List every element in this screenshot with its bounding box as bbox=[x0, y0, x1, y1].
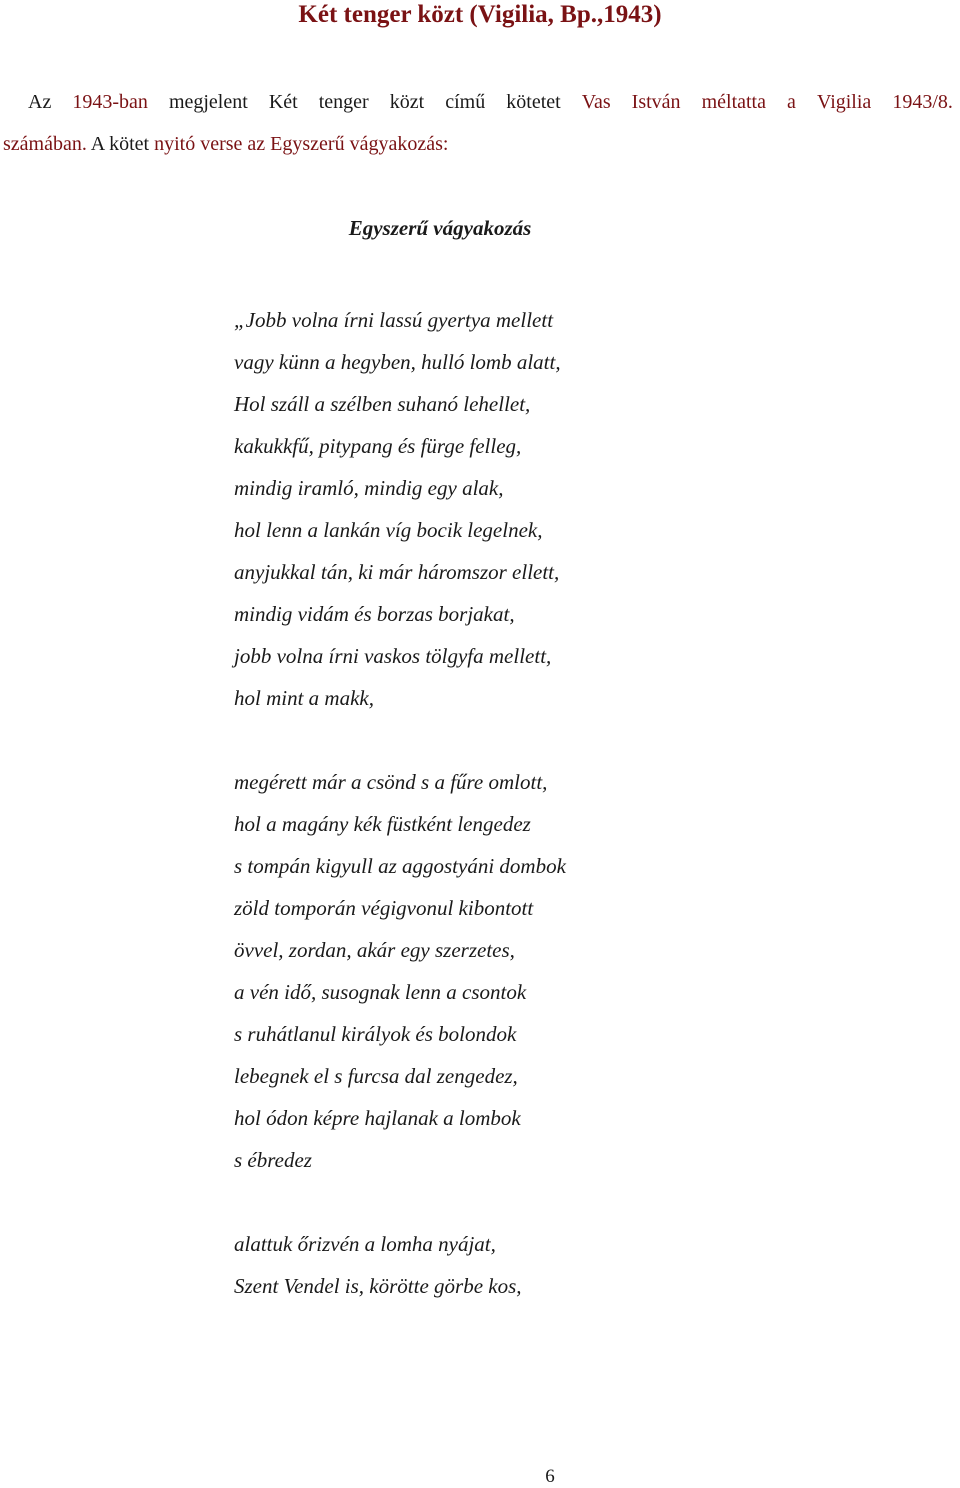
intro-word: megjelent bbox=[168, 91, 248, 113]
poem-line: mindig iramló, mindig egy alak, bbox=[234, 476, 504, 500]
poem-line: jobb volna írni vaskos tölgyfa mellett, bbox=[234, 644, 552, 668]
page-number: 6 bbox=[545, 1466, 555, 1487]
poem-line: a vén idő, susognak lenn a csontok bbox=[234, 980, 527, 1004]
poem-line: kakukkfű, pitypang és fürge felleg, bbox=[234, 434, 522, 458]
poem-body bbox=[234, 299, 566, 1307]
intro-fragment: A kötet bbox=[90, 133, 150, 155]
intro-line-2 bbox=[0, 131, 960, 157]
poem-line: alattuk őrizvén a lomha nyájat, bbox=[234, 1232, 496, 1256]
intro-word: a bbox=[787, 91, 796, 113]
poem-stanza bbox=[234, 1223, 566, 1307]
poem-line: hol a magány kék füstként lengedez bbox=[234, 812, 531, 836]
intro-word: Vas bbox=[581, 91, 611, 113]
poem-line: Hol száll a szélben suhanó lehellet, bbox=[234, 392, 531, 416]
intro-word: Két bbox=[268, 91, 298, 113]
intro-fragment: számában. bbox=[3, 133, 87, 155]
intro-word: méltatta bbox=[701, 91, 766, 113]
intro-word: kötetet bbox=[506, 91, 561, 113]
poem-line: mindig vidám és borzas borjakat, bbox=[234, 602, 515, 626]
poem-line: hol ódon képre hajlanak a lombok bbox=[234, 1106, 521, 1130]
intro-word: Vigilia bbox=[816, 91, 872, 113]
intro-word: 1943/8. bbox=[892, 91, 953, 113]
poem-line: zöld tomporán végigvonul kibontott bbox=[234, 896, 534, 920]
poem-title: Egyszerű vágyakozás bbox=[348, 216, 532, 240]
poem-line: s ruhátlanul királyok és bolondok bbox=[234, 1022, 517, 1046]
poem-line: hol mint a makk, bbox=[234, 686, 374, 710]
poem-line: övvel, zordan, akár egy szerzetes, bbox=[234, 938, 515, 962]
intro-word: közt bbox=[389, 91, 425, 113]
poem-line: anyjukkal tán, ki már háromszor ellett, bbox=[234, 560, 560, 584]
intro-word: tenger bbox=[318, 91, 369, 113]
poem-line: lebegnek el s furcsa dal zengedez, bbox=[234, 1064, 518, 1088]
poem-line: „Jobb volna írni lassú gyertya mellett bbox=[234, 308, 554, 332]
poem-line: megérett már a csönd s a fűre omlott, bbox=[234, 770, 548, 794]
intro-word: István bbox=[631, 91, 681, 113]
intro-word: Az bbox=[28, 91, 52, 113]
document-title: Két tenger közt (Vigilia, Bp.,1943) bbox=[298, 1, 662, 28]
intro-line-1 bbox=[0, 89, 960, 115]
poem-line: s tompán kigyull az aggostyáni dombok bbox=[234, 854, 566, 878]
intro-fragment: nyitó verse az Egyszerű vágyakozás: bbox=[154, 133, 449, 155]
intro-word: című bbox=[445, 91, 486, 113]
poem-line: Szent Vendel is, körötte görbe kos, bbox=[234, 1274, 522, 1298]
poem-stanza bbox=[234, 299, 566, 719]
intro-word: 1943-ban bbox=[72, 91, 148, 113]
poem-line: hol lenn a lankán víg bocik legelnek, bbox=[234, 518, 543, 542]
poem-stanza bbox=[234, 761, 566, 1181]
poem-line: vagy künn a hegyben, hulló lomb alatt, bbox=[234, 350, 561, 374]
poem-line: s ébredez bbox=[234, 1148, 312, 1172]
